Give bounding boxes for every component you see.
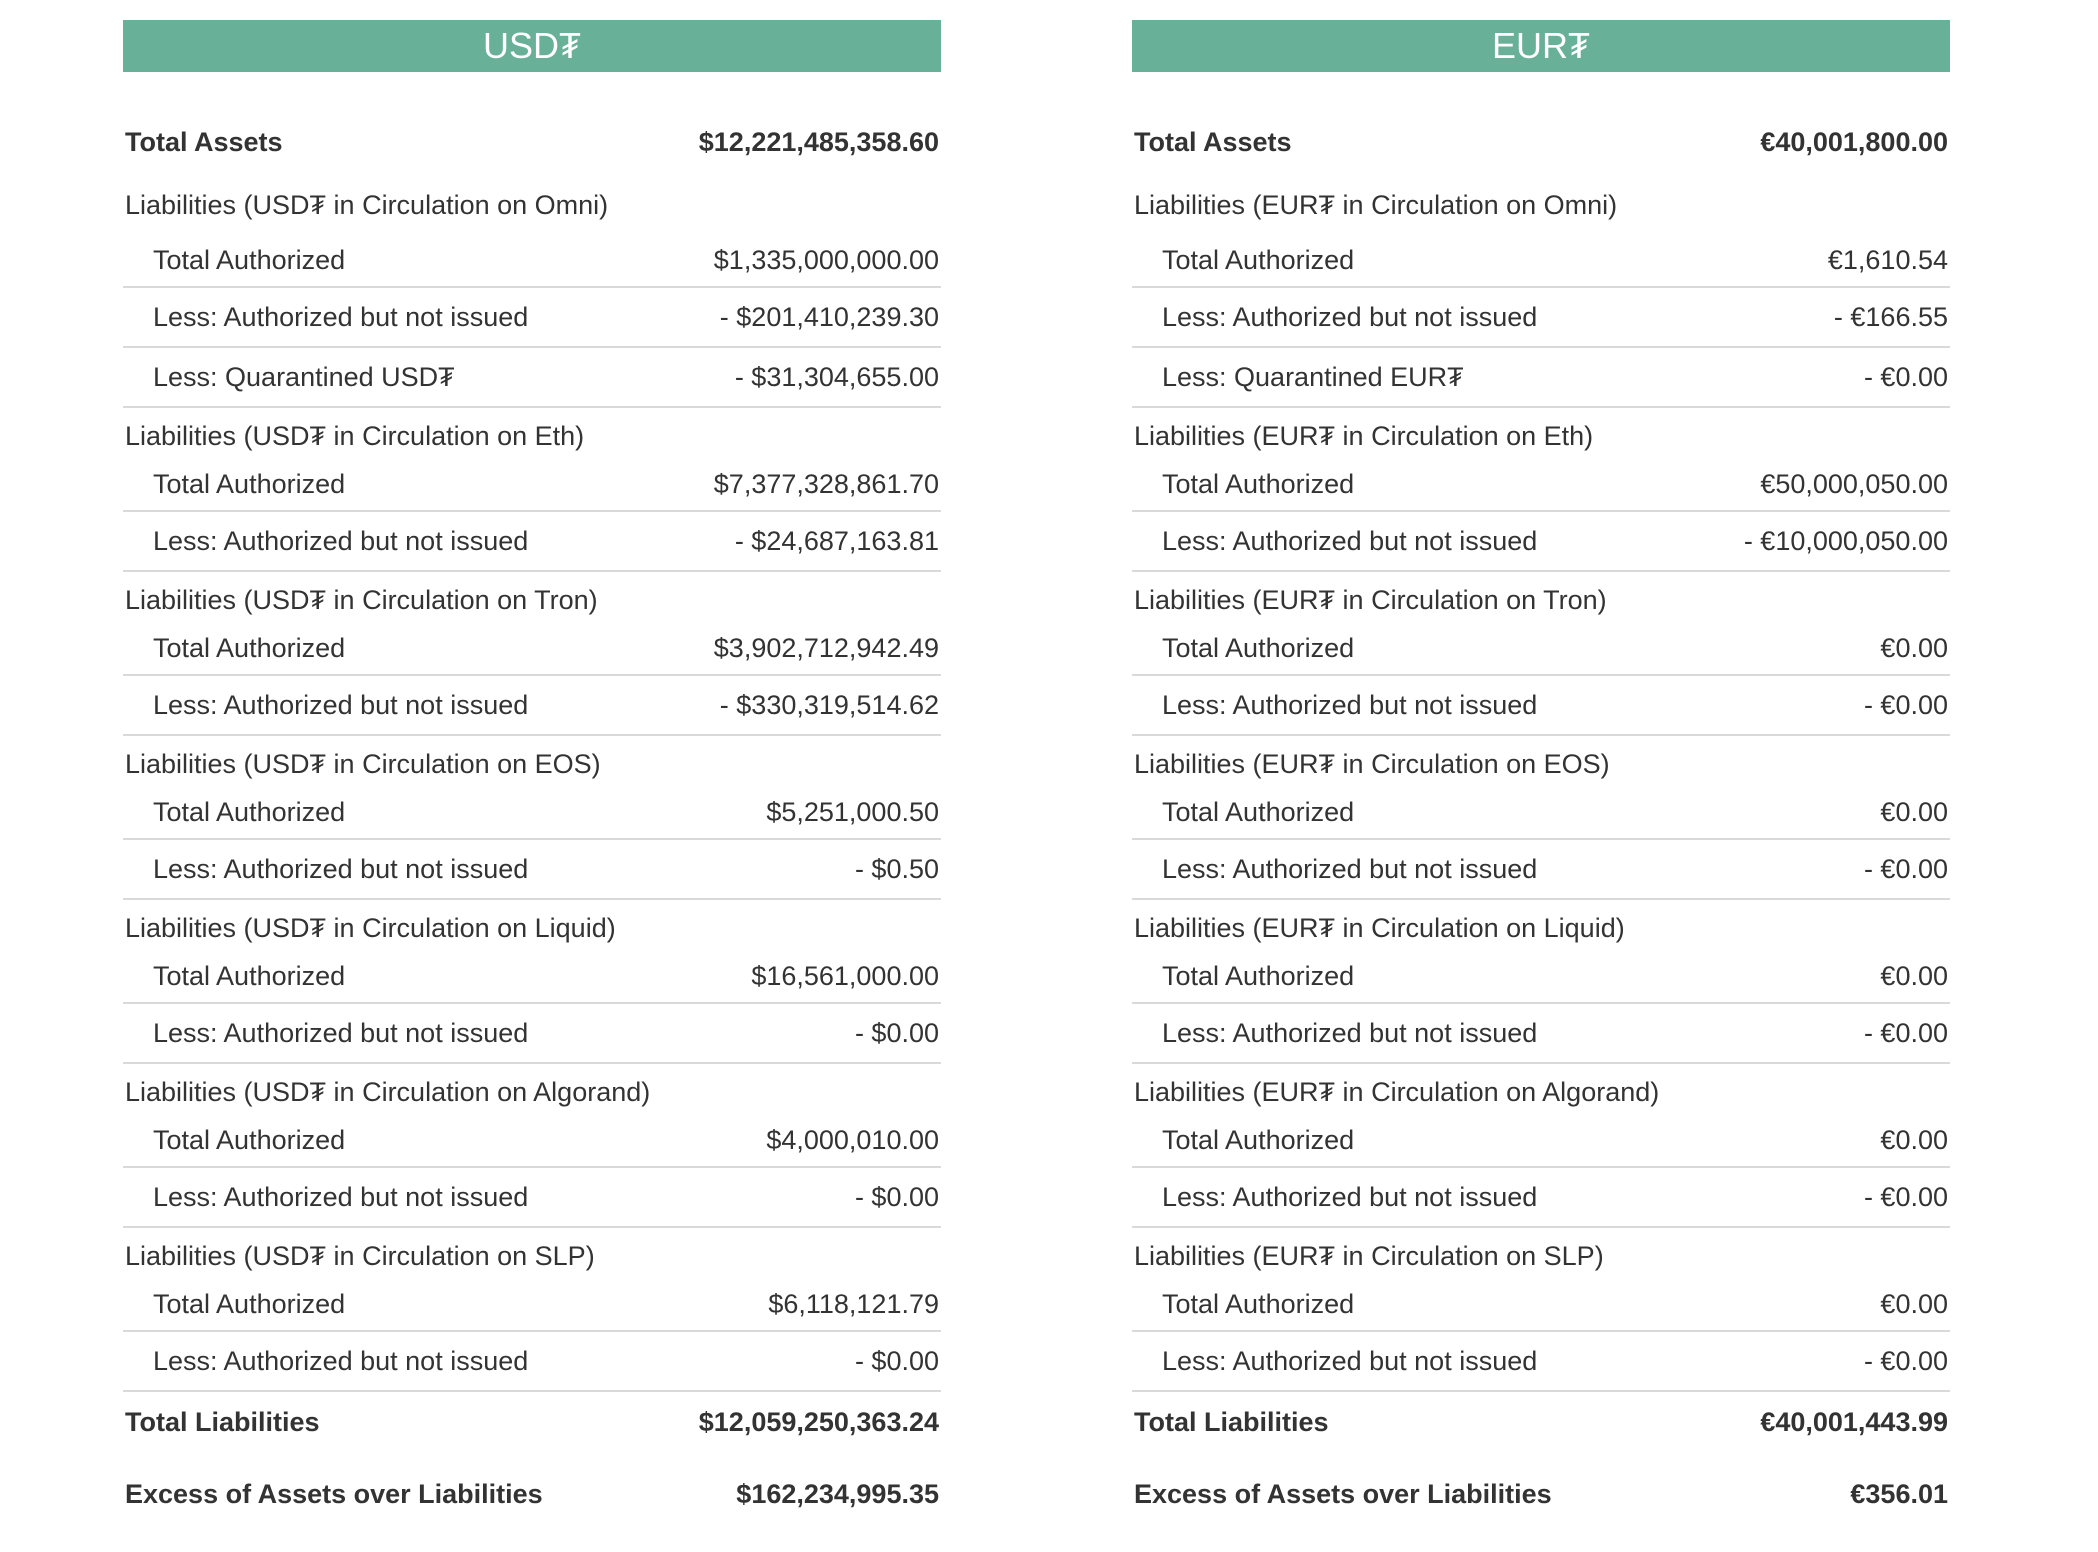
section-title-label: Liabilities (EUR₮ in Circulation on Algorand)	[1134, 1076, 1660, 1107]
excess-row	[1132, 1464, 1950, 1524]
line-item-label: Total Authorized	[1162, 244, 1355, 275]
line-item-label: Total Authorized	[1162, 960, 1355, 991]
liabilities-section-title	[123, 408, 941, 458]
line-item-value: $16,561,000.00	[751, 960, 939, 991]
line-item-value: - €0.00	[1863, 689, 1948, 720]
line-item-row	[1132, 676, 1950, 736]
total-assets-label: Total Assets	[125, 126, 283, 157]
line-item-label: Less: Authorized but not issued	[1162, 525, 1538, 556]
line-item-label: Less: Authorized but not issued	[153, 301, 529, 332]
line-item-value: - $0.50	[854, 853, 939, 884]
excess-value: €356.01	[1850, 1478, 1948, 1509]
line-item-label: Less: Authorized but not issued	[153, 1181, 529, 1212]
line-item-label: Less: Quarantined USD₮	[153, 361, 455, 392]
line-item-row	[123, 840, 941, 900]
line-item-row	[123, 1332, 941, 1392]
section-title-label: Liabilities (USD₮ in Circulation on SLP)	[125, 1240, 595, 1271]
total-assets-value: €40,001,800.00	[1760, 126, 1948, 157]
line-item-value: - $24,687,163.81	[734, 525, 939, 556]
line-item-row	[123, 348, 941, 408]
line-item-label: Less: Authorized but not issued	[153, 525, 529, 556]
line-item-label: Total Authorized	[1162, 632, 1355, 663]
line-item-row	[123, 1114, 941, 1168]
line-item-value: €1,610.54	[1827, 244, 1948, 275]
line-item-label: Total Authorized	[153, 1124, 346, 1155]
liabilities-section-title	[1132, 408, 1950, 458]
line-item-value: - €0.00	[1863, 1181, 1948, 1212]
line-item-value: - $330,319,514.62	[719, 689, 939, 720]
line-item-value: €0.00	[1880, 632, 1948, 663]
panel-header: USD₮	[123, 20, 941, 72]
line-item-label: Less: Authorized but not issued	[1162, 1345, 1538, 1376]
total-liabilities-row	[1132, 1392, 1950, 1452]
line-item-value: €0.00	[1880, 960, 1948, 991]
line-item-value: - €10,000,050.00	[1743, 525, 1948, 556]
line-item-label: Total Authorized	[1162, 796, 1355, 827]
line-item-label: Less: Authorized but not issued	[153, 1345, 529, 1376]
section-title-label: Liabilities (EUR₮ in Circulation on Tron)	[1134, 584, 1607, 615]
line-item-row	[123, 950, 941, 1004]
liabilities-section-title	[1132, 900, 1950, 950]
total-liabilities-value: €40,001,443.99	[1760, 1406, 1948, 1437]
line-item-value: €0.00	[1880, 1288, 1948, 1319]
line-item-row	[123, 1278, 941, 1332]
section-title-label: Liabilities (EUR₮ in Circulation on Eth)	[1134, 420, 1594, 451]
line-item-value: €0.00	[1880, 1124, 1948, 1155]
line-item-value: - €166.55	[1833, 301, 1948, 332]
line-item-label: Less: Authorized but not issued	[153, 1017, 529, 1048]
line-item-row	[123, 676, 941, 736]
liabilities-section-title	[123, 900, 941, 950]
section-title-label: Liabilities (USD₮ in Circulation on Liquid)	[125, 912, 616, 943]
liabilities-section-title	[1132, 572, 1950, 622]
line-item-row	[1132, 1168, 1950, 1228]
line-item-label: Less: Authorized but not issued	[1162, 689, 1538, 720]
total-assets-value: $12,221,485,358.60	[698, 126, 939, 157]
line-item-label: Total Authorized	[153, 960, 346, 991]
total-liabilities-label: Total Liabilities	[125, 1406, 320, 1437]
line-item-row	[123, 288, 941, 348]
line-item-label: Less: Quarantined EUR₮	[1162, 361, 1464, 392]
line-item-label: Total Authorized	[153, 244, 346, 275]
line-item-value: - €0.00	[1863, 361, 1948, 392]
line-item-row	[1132, 1278, 1950, 1332]
line-item-row	[123, 622, 941, 676]
section-title-label: Liabilities (EUR₮ in Circulation on Omni)	[1134, 189, 1618, 220]
excess-value: $162,234,995.35	[736, 1478, 939, 1509]
line-item-label: Less: Authorized but not issued	[1162, 853, 1538, 884]
line-item-label: Total Authorized	[1162, 1124, 1355, 1155]
line-item-label: Total Authorized	[153, 1288, 346, 1319]
line-item-label: Less: Authorized but not issued	[1162, 1017, 1538, 1048]
line-item-value: €50,000,050.00	[1760, 468, 1948, 499]
line-item-label: Total Authorized	[153, 468, 346, 499]
section-title-label: Liabilities (EUR₮ in Circulation on SLP)	[1134, 1240, 1604, 1271]
line-item-value: - $31,304,655.00	[734, 361, 939, 392]
excess-label: Excess of Assets over Liabilities	[1134, 1478, 1552, 1509]
section-title-label: Liabilities (USD₮ in Circulation on Omni)	[125, 189, 609, 220]
liabilities-section-title	[123, 736, 941, 786]
line-item-label: Total Authorized	[1162, 468, 1355, 499]
excess-row	[123, 1464, 941, 1524]
line-item-row	[1132, 458, 1950, 512]
section-title-label: Liabilities (USD₮ in Circulation on Eth)	[125, 420, 585, 451]
line-item-row	[123, 234, 941, 288]
line-item-value: $3,902,712,942.49	[713, 632, 939, 663]
section-title-label: Liabilities (EUR₮ in Circulation on EOS)	[1134, 748, 1610, 779]
line-item-value: - €0.00	[1863, 853, 1948, 884]
line-item-value: $5,251,000.50	[766, 796, 939, 827]
liabilities-section-title	[123, 176, 941, 234]
line-item-row	[1132, 1114, 1950, 1168]
line-item-row	[123, 1004, 941, 1064]
line-item-row	[1132, 786, 1950, 840]
section-title-label: Liabilities (USD₮ in Circulation on Tron)	[125, 584, 598, 615]
section-title-label: Liabilities (USD₮ in Circulation on Algorand)	[125, 1076, 651, 1107]
line-item-label: Total Authorized	[1162, 1288, 1355, 1319]
total-liabilities-value: $12,059,250,363.24	[698, 1406, 939, 1437]
section-title-label: Liabilities (USD₮ in Circulation on EOS)	[125, 748, 601, 779]
liabilities-section-title	[1132, 1228, 1950, 1278]
line-item-label: Total Authorized	[153, 796, 346, 827]
total-liabilities-row	[123, 1392, 941, 1452]
liabilities-section-title	[123, 1228, 941, 1278]
line-item-row	[1132, 1332, 1950, 1392]
line-item-row	[1132, 950, 1950, 1004]
line-item-row	[123, 1168, 941, 1228]
usdt-panel	[123, 20, 941, 1524]
line-item-label: Total Authorized	[153, 632, 346, 663]
line-item-row	[1132, 512, 1950, 572]
line-item-value: - $0.00	[854, 1181, 939, 1212]
liabilities-section-title	[1132, 176, 1950, 234]
total-assets-label: Total Assets	[1134, 126, 1292, 157]
line-item-value: $1,335,000,000.00	[713, 244, 939, 275]
line-item-value: - $0.00	[854, 1345, 939, 1376]
line-item-row	[123, 786, 941, 840]
line-item-label: Less: Authorized but not issued	[153, 689, 529, 720]
liabilities-section-title	[1132, 1064, 1950, 1114]
line-item-value: - $201,410,239.30	[719, 301, 939, 332]
liabilities-section-title	[1132, 736, 1950, 786]
line-item-label: Less: Authorized but not issued	[153, 853, 529, 884]
line-item-value: - €0.00	[1863, 1345, 1948, 1376]
line-item-row	[123, 512, 941, 572]
liabilities-section-title	[123, 1064, 941, 1114]
total-assets-row	[1132, 108, 1950, 176]
line-item-value: €0.00	[1880, 796, 1948, 827]
line-item-label: Less: Authorized but not issued	[1162, 1181, 1538, 1212]
total-assets-row	[123, 108, 941, 176]
liabilities-section-title	[123, 572, 941, 622]
line-item-value: - $0.00	[854, 1017, 939, 1048]
line-item-label: Less: Authorized but not issued	[1162, 301, 1538, 332]
line-item-value: $4,000,010.00	[766, 1124, 939, 1155]
panel-header: EUR₮	[1132, 20, 1950, 72]
line-item-row	[1132, 840, 1950, 900]
line-item-row	[123, 458, 941, 512]
line-item-row	[1132, 348, 1950, 408]
line-item-value: - €0.00	[1863, 1017, 1948, 1048]
line-item-row	[1132, 1004, 1950, 1064]
eurt-panel	[1132, 20, 1950, 1524]
line-item-row	[1132, 234, 1950, 288]
section-title-label: Liabilities (EUR₮ in Circulation on Liquid)	[1134, 912, 1625, 943]
total-liabilities-label: Total Liabilities	[1134, 1406, 1329, 1437]
line-item-value: $6,118,121.79	[768, 1288, 939, 1319]
line-item-value: $7,377,328,861.70	[713, 468, 939, 499]
line-item-row	[1132, 622, 1950, 676]
excess-label: Excess of Assets over Liabilities	[125, 1478, 543, 1509]
line-item-row	[1132, 288, 1950, 348]
